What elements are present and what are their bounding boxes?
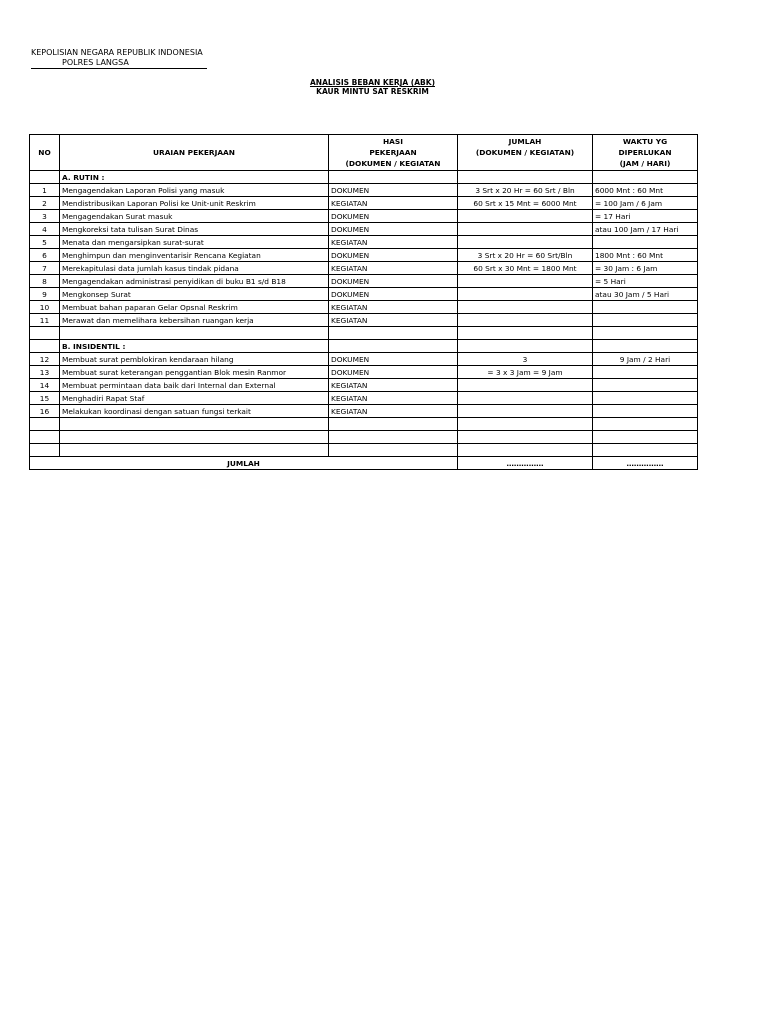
task-description: Membuat surat pemblokiran kendaraan hilang [60,353,329,366]
table-row [30,210,698,223]
task-quantity [458,392,593,405]
task-quantity: = 3 x 3 Jam = 9 Jam [458,366,593,379]
empty-cell [458,431,593,444]
empty-cell [458,340,593,353]
task-output-type: DOKUMEN [329,223,458,236]
table-row [30,301,698,314]
time-required: atau 30 Jam / 5 Hari [593,288,698,301]
row-number: 5 [30,236,60,249]
time-required: = 30 Jam : 6 Jam [593,262,698,275]
task-output-type: KEGIATAN [329,392,458,405]
empty-cell [329,444,458,457]
task-quantity: 3 Srt x 20 Hr = 60 Srt/Bln [458,249,593,262]
empty-cell [30,340,60,353]
task-quantity: 3 Srt x 20 Hr = 60 Srt / Bln [458,184,593,197]
table-row [30,184,698,197]
col-header-waktu: WAKTU YG DIPERLUKAN (JAM / HARI) [593,135,698,171]
table-row [30,288,698,301]
task-quantity [458,379,593,392]
total-label: JUMLAH [30,457,458,470]
empty-cell [30,444,60,457]
time-required: = 17 Hari [593,210,698,223]
row-number: 4 [30,223,60,236]
section-label-rutin: A. RUTIN : [60,171,329,184]
task-quantity: 60 Srt x 15 Mnt = 6000 Mnt [458,197,593,210]
time-required: = 5 Hari [593,275,698,288]
row-number: 3 [30,210,60,223]
task-description: Membuat permintaan data baik dari Internal dan External [60,379,329,392]
task-output-type: KEGIATAN [329,301,458,314]
row-number: 2 [30,197,60,210]
task-description: Menghimpun dan menginventarisir Rencana Kegiatan [60,249,329,262]
task-description: Merekapitulasi data jumlah kasus tindak pidana [60,262,329,275]
row-number: 15 [30,392,60,405]
abk-table [29,134,698,470]
empty-cell [593,444,698,457]
task-quantity [458,314,593,327]
empty-cell [329,340,458,353]
time-required: 6000 Mnt : 60 Mnt [593,184,698,197]
empty-cell [329,327,458,340]
task-output-type: DOKUMEN [329,288,458,301]
task-output-type: DOKUMEN [329,366,458,379]
task-description: Mengagendakan administrasi penyidikan di buku B1 s/d B18 [60,275,329,288]
task-output-type: KEGIATAN [329,262,458,275]
row-number: 6 [30,249,60,262]
task-description: Mengagendakan Surat masuk [60,210,329,223]
row-number: 13 [30,366,60,379]
task-output-type: DOKUMEN [329,249,458,262]
empty-cell [329,418,458,431]
task-quantity [458,223,593,236]
task-description: Mengkoreksi tata tulisan Surat Dinas [60,223,329,236]
empty-cell [60,418,329,431]
task-quantity [458,210,593,223]
empty-row [30,327,698,340]
empty-cell [593,431,698,444]
col-header-no: NO [30,135,60,171]
document-title-block [0,78,745,96]
row-number: 7 [30,262,60,275]
task-quantity [458,288,593,301]
document-subtitle: KAUR MINTU SAT RESKRIM [316,87,429,96]
empty-cell [458,327,593,340]
time-required: 1800 Mnt : 60 Mnt [593,249,698,262]
table-row [30,314,698,327]
table-row [30,236,698,249]
task-output-type: KEGIATAN [329,236,458,249]
row-number: 9 [30,288,60,301]
col-header-jumlah: JUMLAH (DOKUMEN / KEGIATAN) [458,135,593,171]
col-header-uraian: URAIAN PEKERJAAN [60,135,329,171]
task-quantity [458,236,593,249]
task-description: Mendistribusikan Laporan Polisi ke Unit-unit Reskrim [60,197,329,210]
total-quantity: …………… [458,457,593,470]
empty-cell [593,340,698,353]
task-output-type: KEGIATAN [329,405,458,418]
empty-cell [60,327,329,340]
table-row [30,366,698,379]
table-row [30,353,698,366]
task-output-type: DOKUMEN [329,353,458,366]
row-number: 1 [30,184,60,197]
task-quantity: 60 Srt x 30 Mnt = 1800 Mnt [458,262,593,275]
task-description: Membuat surat keterangan penggantian Blok mesin Ranmor [60,366,329,379]
table-row [30,392,698,405]
empty-cell [30,431,60,444]
empty-cell [30,327,60,340]
task-quantity [458,275,593,288]
time-required [593,379,698,392]
section-row-rutin [30,171,698,184]
table-row [30,405,698,418]
table-row [30,275,698,288]
org-name: KEPOLISIAN NEGARA REPUBLIK INDONESIA [31,48,203,57]
section-label-insidentil: B. INSIDENTIL : [60,340,329,353]
task-output-type: KEGIATAN [329,379,458,392]
table-row [30,379,698,392]
task-output-type: DOKUMEN [329,275,458,288]
task-output-type: KEGIATAN [329,197,458,210]
table-row [30,249,698,262]
task-description: Mengkonsep Surat [60,288,329,301]
table-row [30,223,698,236]
empty-cell [329,431,458,444]
org-unit: POLRES LANGSA [31,58,207,69]
table-header-row [30,135,698,171]
task-description: Melakukan koordinasi dengan satuan fungsi terkait [60,405,329,418]
document-title: ANALISIS BEBAN KERJA (ABK) [309,78,435,87]
time-required [593,236,698,249]
time-required [593,392,698,405]
table-row [30,197,698,210]
empty-cell [60,444,329,457]
time-required: atau 100 Jam / 17 Hari [593,223,698,236]
empty-cell [458,418,593,431]
task-quantity [458,301,593,314]
row-number: 11 [30,314,60,327]
empty-cell [60,431,329,444]
time-required [593,314,698,327]
total-row [30,457,698,470]
time-required [593,405,698,418]
task-output-type: DOKUMEN [329,210,458,223]
total-time: …………… [593,457,698,470]
row-number: 12 [30,353,60,366]
task-output-type: DOKUMEN [329,184,458,197]
row-number: 16 [30,405,60,418]
task-description: Membuat bahan paparan Gelar Opsnal Reskrim [60,301,329,314]
task-description: Mengagendakan Laporan Polisi yang masuk [60,184,329,197]
task-description: Menghadiri Rapat Staf [60,392,329,405]
col-header-hasil: HASI PEKERJAAN (DOKUMEN / KEGIATAN [329,135,458,171]
task-description: Merawat dan memelihara kebersihan ruangan kerja [60,314,329,327]
empty-row [30,418,698,431]
row-number: 10 [30,301,60,314]
task-description: Menata dan mengarsipkan surat-surat [60,236,329,249]
empty-cell [458,444,593,457]
empty-cell [593,418,698,431]
task-quantity [458,405,593,418]
task-output-type: KEGIATAN [329,314,458,327]
organization-header [31,48,207,69]
time-required: 9 Jam / 2 Hari [593,353,698,366]
empty-row [30,444,698,457]
empty-cell [593,327,698,340]
empty-cell [30,418,60,431]
row-number: 8 [30,275,60,288]
section-row-insidentil [30,340,698,353]
time-required [593,366,698,379]
empty-row [30,431,698,444]
time-required [593,301,698,314]
row-number: 14 [30,379,60,392]
table-row [30,262,698,275]
task-quantity: 3 [458,353,593,366]
time-required: = 100 Jam / 6 Jam [593,197,698,210]
